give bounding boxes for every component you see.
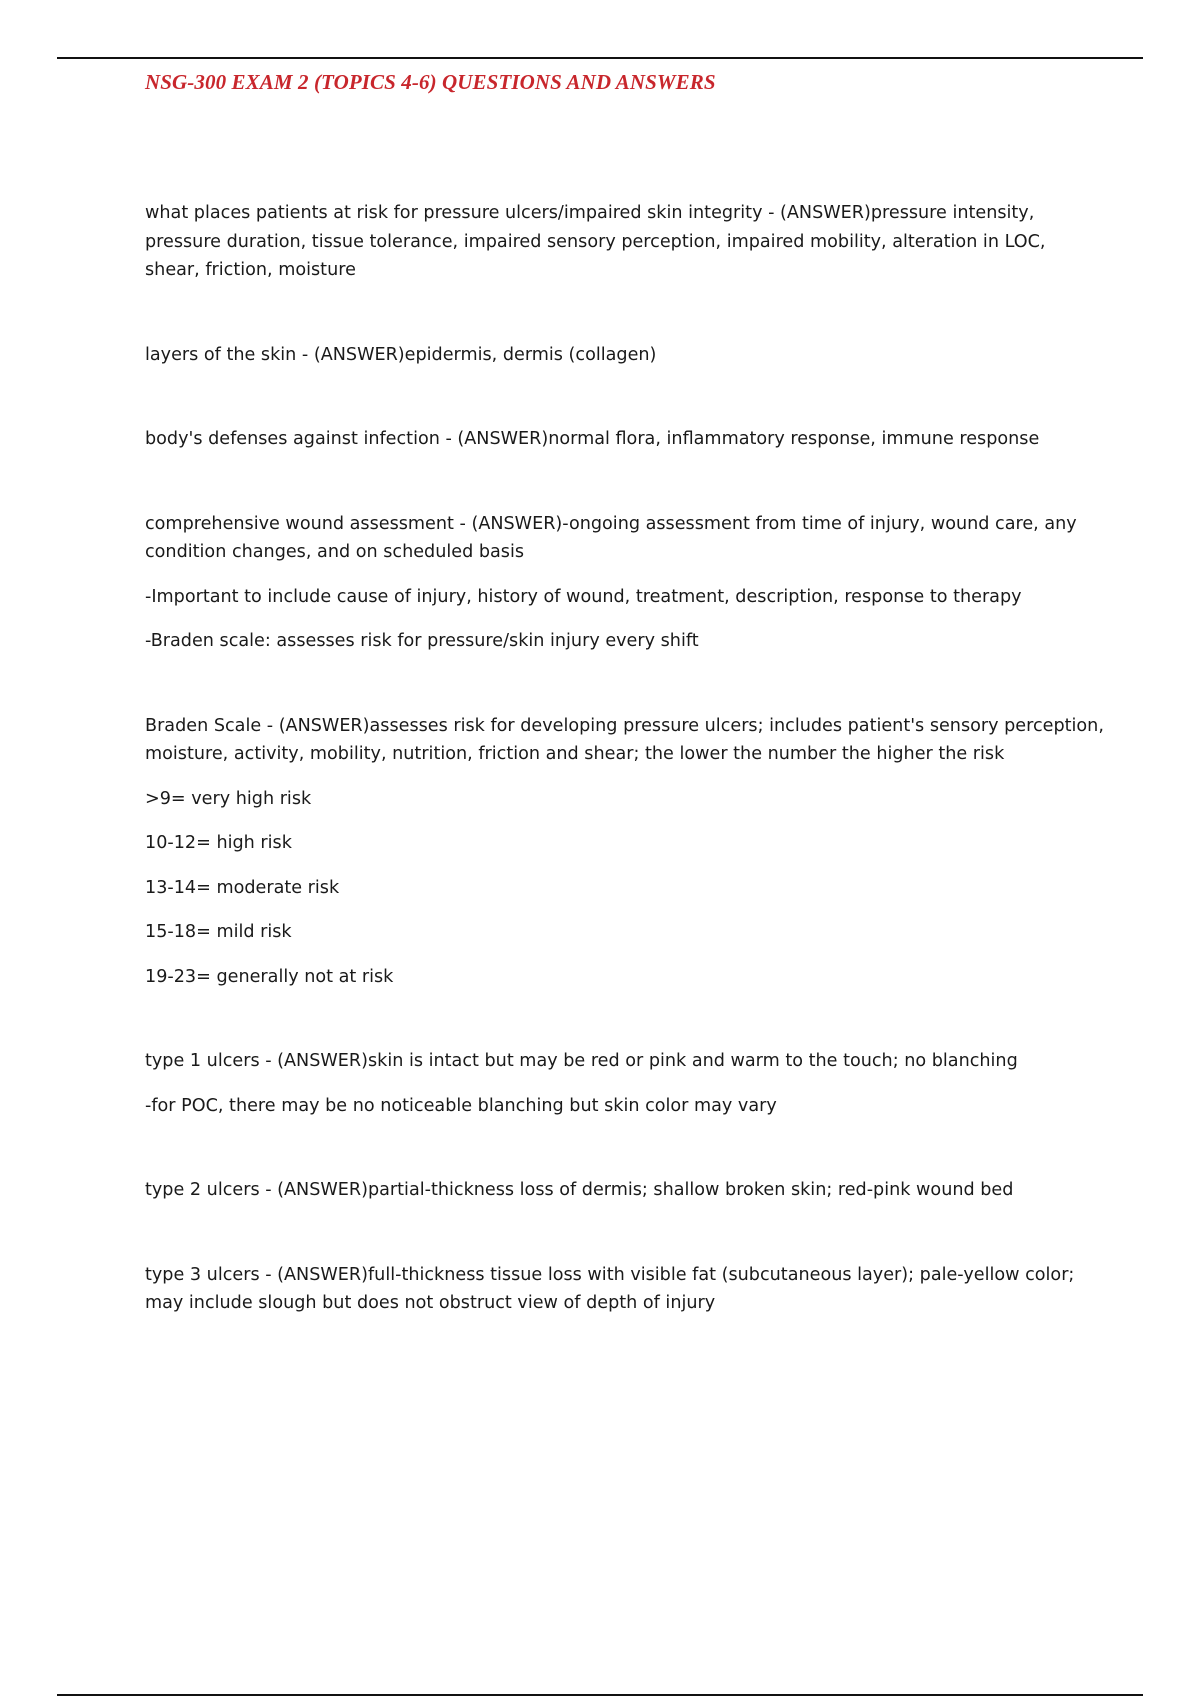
- qa-detail-line: -for POC, there may be no noticeable blanching but skin color may vary: [145, 1095, 777, 1116]
- qa-entry-skin-layers: [145, 341, 1105, 370]
- qa-text: type 3 ulcers - (ANSWER)full-thickness tissue loss with visible fat (subcutaneous layer); pale-yellow color; may include slough but does not obstruct view of depth of injury: [145, 1264, 1075, 1313]
- footer-rule: [57, 1694, 1143, 1696]
- qa-entry-type-3-ulcers: [145, 1261, 1105, 1318]
- braden-range-line: 10-12= high risk: [145, 833, 292, 853]
- qa-entry-type-1-ulcers: [145, 1047, 1105, 1120]
- braden-range-line: 19-23= generally not at risk: [145, 966, 394, 987]
- qa-detail-line: -Braden scale: assesses risk for pressure/skin injury every shift: [145, 631, 699, 651]
- qa-text: type 1 ulcers - (ANSWER)skin is intact but may be red or pink and warm to the touch; no blanching: [145, 1051, 1018, 1071]
- qa-text: body's defenses against infection - (ANSWER)normal flora, inflammatory response, immune response: [145, 429, 1040, 449]
- qa-entry-type-2-ulcers: [145, 1176, 1105, 1205]
- page-title: NSG-300 EXAM 2 (TOPICS 4-6) QUESTIONS AND ANSWERS: [145, 70, 716, 94]
- braden-range-line: >9= very high risk: [145, 788, 312, 809]
- qa-entry-braden-scale: [145, 712, 1105, 992]
- qa-entry-wound-assessment: [145, 510, 1105, 656]
- qa-list: [145, 199, 1105, 1374]
- braden-range-line: 15-18= mild risk: [145, 922, 292, 942]
- qa-detail-line: -Important to include cause of injury, history of wound, treatment, description, response to therapy: [145, 586, 1022, 607]
- braden-range-line: 13-14= moderate risk: [145, 877, 340, 898]
- qa-text: type 2 ulcers - (ANSWER)partial-thickness loss of dermis; shallow broken skin; red-pink wound bed: [145, 1180, 1014, 1200]
- qa-text: comprehensive wound assessment - (ANSWER)-ongoing assessment from time of injury, wound care, any condition changes, and on scheduled basis: [145, 513, 1077, 562]
- qa-text: what places patients at risk for pressure ulcers/impaired skin integrity - (ANSWER)pressure intensity, pressure duration, tissue tolerance, impaired sensory perception, impaired mobility, alteration in LOC, shear, friction, moisture: [145, 203, 1046, 280]
- qa-text: layers of the skin - (ANSWER)epidermis, dermis (collagen): [145, 344, 657, 365]
- header-rule: [57, 57, 1143, 59]
- qa-entry-risk-factors: [145, 199, 1105, 285]
- qa-text: Braden Scale - (ANSWER)assesses risk for developing pressure ulcers; includes patient's sensory perception, moisture, activity, mobility, nutrition, friction and shear; the lower the number the higher the risk: [145, 715, 1104, 764]
- qa-entry-body-defenses: [145, 425, 1105, 454]
